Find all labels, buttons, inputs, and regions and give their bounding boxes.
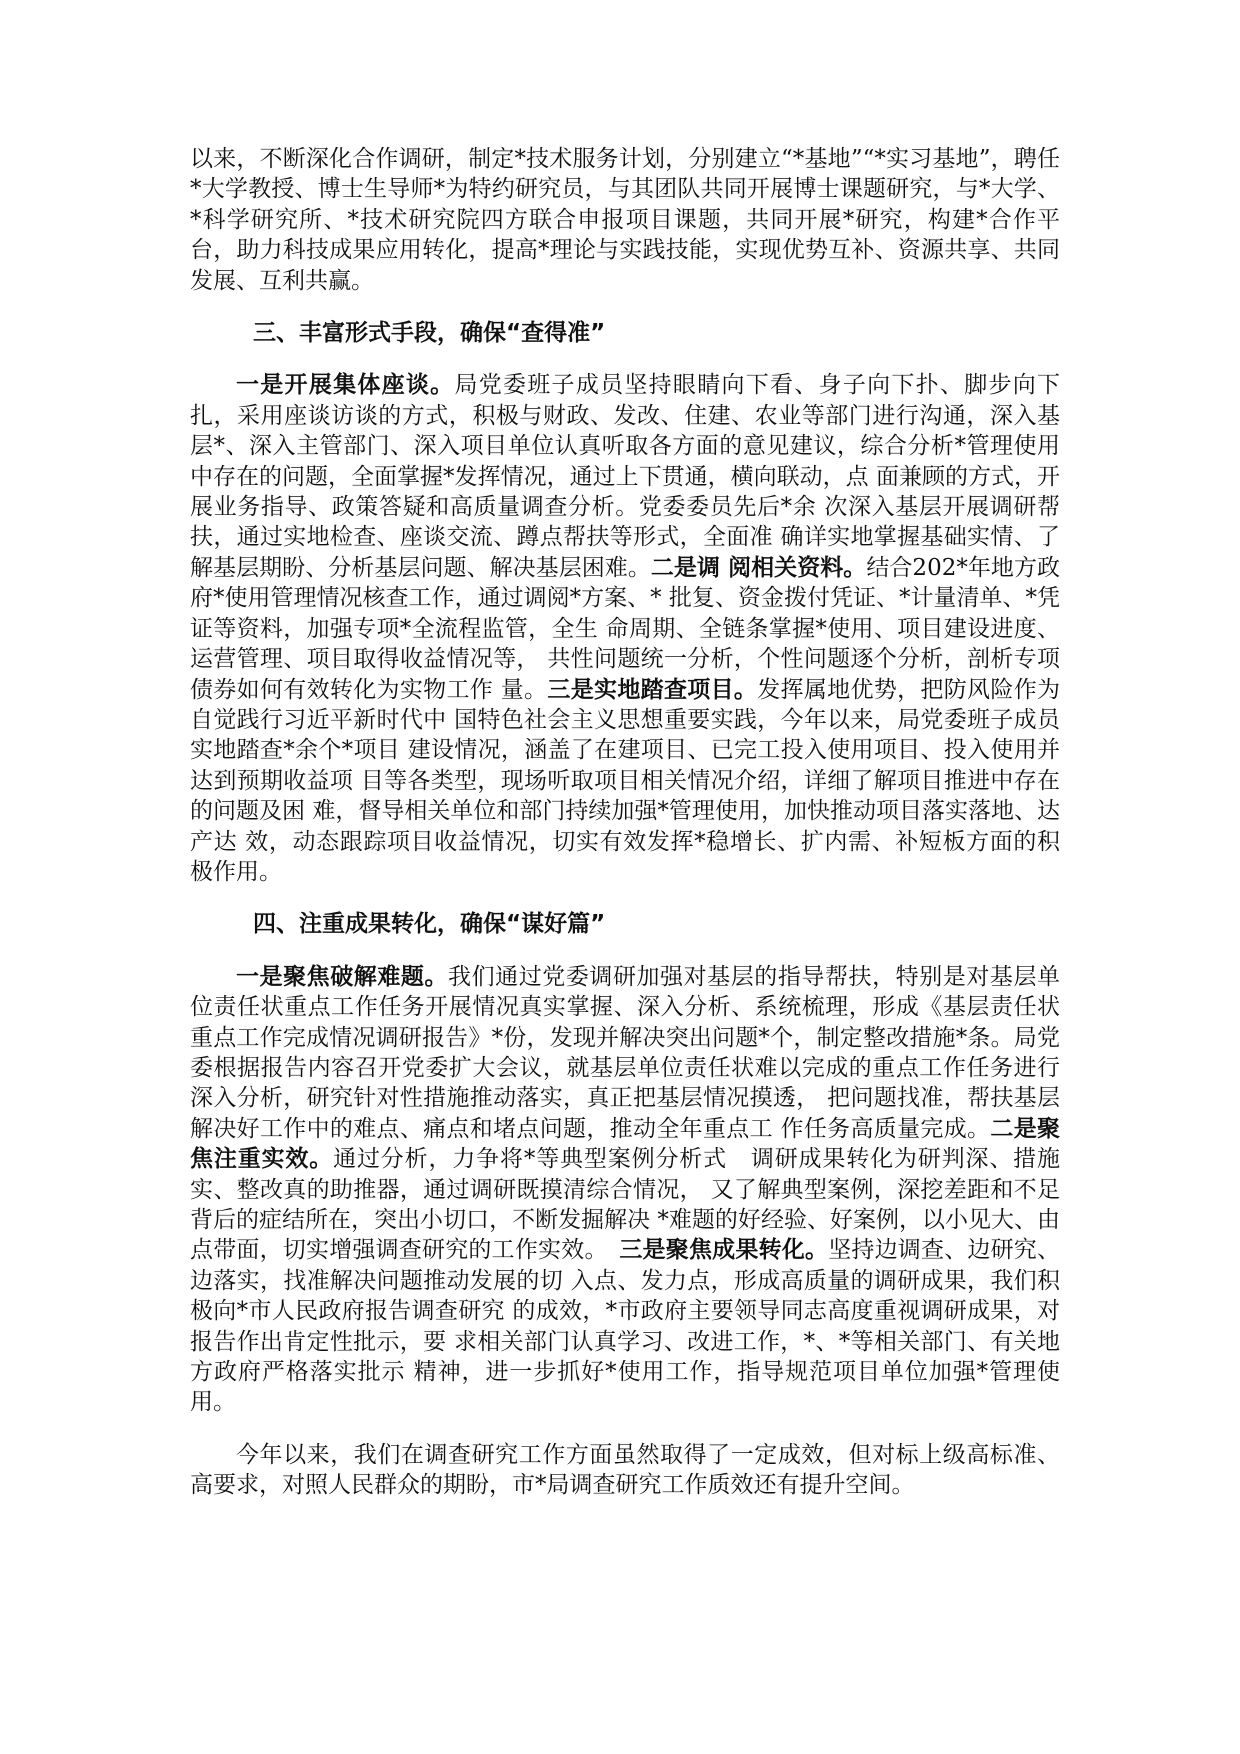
- section-heading-3: 三、丰富形式手段，确保“查得准”: [253, 320, 606, 347]
- text-results-transformation: 坚持边调查、边研究、边落实，找准解决问题推动发展的切 入点、发力点，形成高质量的调研成果，我们积极向*市人民政府报告调查研究 的成效，*市政府主要领导同志高度重视调研成果，对报告作出肯定性批示，要 求相关部门认真学习、改进工作，*、*等相关部门、有关地方政府严格落实批示 精神，进一步抓好*使用工作，指导规范项目单位加强*管理使用。: [190, 1237, 1061, 1416]
- text-practical-effect: 通过分析，力争将*等典型案例分析式 调研成果转化为研判深、措施实、整改真的助推器，通过调研既摸清综合情况， 又了解典型案例，深挖差距和不足背后的症结所在，突出小切口，不断发掘解决 *难题的好经验、好案例，以小见大、由点带面，切实增强调查研究的工作实效。: [190, 1146, 1061, 1264]
- paragraph-methods: [190, 370, 1060, 887]
- lead-collective-forum: 一是开展集体座谈。: [236, 372, 455, 399]
- lead-results-transformation: 三是聚焦成果转化。: [619, 1237, 829, 1264]
- text-solve-problems: 我们通过党委调研加强对基层的指导帮扶，特别是对基层单位责任状重点工作任务开展情况真实掌握、深入分析、系统梳理，形成《基层责任状重点工作完成情况调研报告》*份，发现并解决突出问题*个，制定整改措施*条。局党委根据报告内容召开党委扩大会议，就基层单位责任状难以完成的重点工作任务进行深入分析，研究针对性措施推动落实，真正把基层情况摸透， 把问题找准，帮扶基层解决好工作中的难点、痛点和堵点问题，推动全年重点工 作任务高质量完成。: [190, 963, 1061, 1142]
- lead-field-inspection: 三是实地踏查项目。: [547, 676, 758, 703]
- paragraph-results: [190, 962, 1060, 1418]
- paragraph-cooperation-research: 以来，不断深化合作调研，制定*技术服务计划，分别建立“*基地”“*实习基地”，聘任*大学教授、博士生导师*为特约研究员，与其团队共同开展博士课题研究，与*大学、*科学研究所、*技术研究院四方联合申报项目课题，共同开展*研究，构建*合作平台，助力科技成果应用转化，提高*理论与实践技能，实现优势互补、资源共享、共同发展、互利共赢。: [190, 146, 1060, 294]
- document-page: [190, 144, 1060, 1501]
- section-heading-4: 四、注重成果转化，确保“谋好篇”: [253, 911, 606, 938]
- paragraph-conclusion: 今年以来，我们在调查研究工作方面虽然取得了一定成效，但对标上级高标准、高要求，对照人民群众的期盼，市*局调查研究工作质效还有提升空间。: [190, 1441, 1060, 1499]
- lead-solve-problems: 一是聚焦破解难题。: [236, 963, 449, 990]
- text-field-inspection: 发挥属地优势，把防风险作为自觉践行习近平新时代中 国特色社会主义思想重要实践，今年以来，局党委班子成员实地踏查*余个*项目 建设情况，涵盖了在建项目、已完工投入使用项目、投入使用并达到预期收益项 目等各类型，现场听取项目相关情况介绍，详细了解项目推进中存在的问题及困 难，督导相关单位和部门持续加强*管理使用，加快推动项目落实落地、达产达 效，动态跟踪项目收益情况，切实有效发挥*稳增长、扩内需、补短板方面的积 极作用。: [190, 676, 1061, 885]
- text-collective-forum: 局党委班子成员坚持眼睛向下看、身子向下扑、脚步向下扎，采用座谈访谈的方式，积极与财政、发改、住建、农业等部门进行沟通，深入基层*、深入主管部门、深入项目单位认真听取各方面的意见建议，综合分析*管理使用中存在的问题，全面掌握*发挥情况，通过上下贯通，横向联动，点 面兼顾的方式，开展业务指导、政策答疑和高质量调查分析。党委委员先后*余 次深入基层开展调研帮扶，通过实地检查、座谈交流、蹲点帮扶等形式，全面准 确详实地掌握基础实情、了解基层期盼、分析基层问题、解决基层困难。: [190, 372, 1061, 581]
- lead-practical-effect: 二是聚焦注重实效。: [190, 1115, 1061, 1173]
- lead-review-materials: 二是调 阅相关资料。: [650, 554, 867, 581]
- text-review-materials: 结合202*年地方政府*使用管理情况核查工作，通过调阅*方案、* 批复、资金拨付凭证、*计量清单、*凭证等资料，加强专项*全流程监管，全生 命周期、全链条掌握*使用、项目建设进度、运营管理、项目取得收益情况等， 共性问题统一分析，个性问题逐个分析，剖析专项债券如何有效转化为实物工作 量。: [190, 554, 1061, 703]
